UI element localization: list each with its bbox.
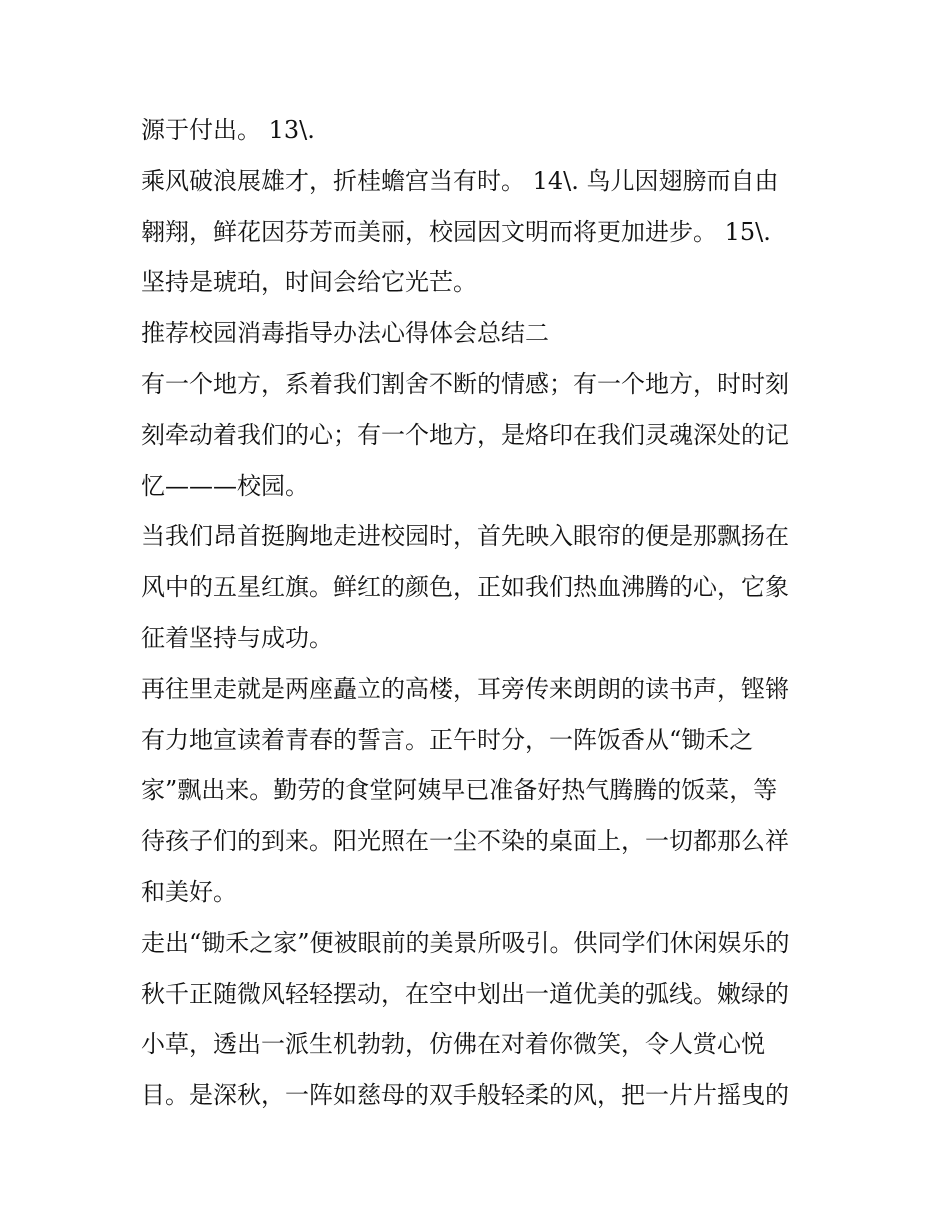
text-line: 走出“锄禾之家”便被眼前的美景所吸引。供同学们休闲娱乐的 [141,928,790,957]
text-line: 待孩子们的到来。阳光照在一尘不染的桌面上，一切都那么祥 [141,827,789,856]
text-line: 源于付出。 13\. [141,116,315,144]
text-line: 秋千正随微风轻轻摆动，在空中划出一道优美的弧线。嫩绿的 [141,979,789,1008]
text-line: 乘风破浪展雄才，折桂蟾宫当有时。 14\. 鸟儿因翅膀而自由 [141,166,779,195]
text-line: 再往里走就是两座矗立的高楼，耳旁传来朗朗的读书声，铿锵 [141,674,789,703]
text-line: 风中的五星红旗。鲜红的颜色，正如我们热血沸腾的心，它象 [141,573,789,602]
text-line: 有一个地方，系着我们割舍不断的情感；有一个地方，时时刻 [141,369,789,398]
text-line: 忆———校园。 [141,471,309,500]
text-line: 目。是深秋，一阵如慈母的双手般轻柔的风，把一片片摇曳的 [141,1081,789,1110]
text-line: 有力地宣读着青春的誓言。正午时分，一阵饭香从“锄禾之 [141,725,754,754]
text-line: 当我们昂首挺胸地走进校园时，首先映入眼帘的便是那飘扬在 [141,522,789,551]
document-body [141,105,831,1121]
text-line: 家”飘出来。勤劳的食堂阿姨早已准备好热气腾腾的饭菜，等 [141,776,778,805]
section-heading: 推荐校园消毒指导办法心得体会总结二 [141,319,549,348]
text-line: 坚持是琥珀，时间会给它光芒。 [141,268,477,297]
text-line: 和美好。 [141,877,237,906]
text-line: 翱翔，鲜花因芬芳而美丽，校园因文明而将更加进步。 15\. [141,217,771,246]
text-line: 刻牵动着我们的心；有一个地方，是烙印在我们灵魂深处的记 [141,420,789,449]
text-line: 小草，透出一派生机勃勃，仿佛在对着你微笑，令人赏心悦 [141,1030,765,1059]
text-line: 征着坚持与成功。 [141,623,333,652]
